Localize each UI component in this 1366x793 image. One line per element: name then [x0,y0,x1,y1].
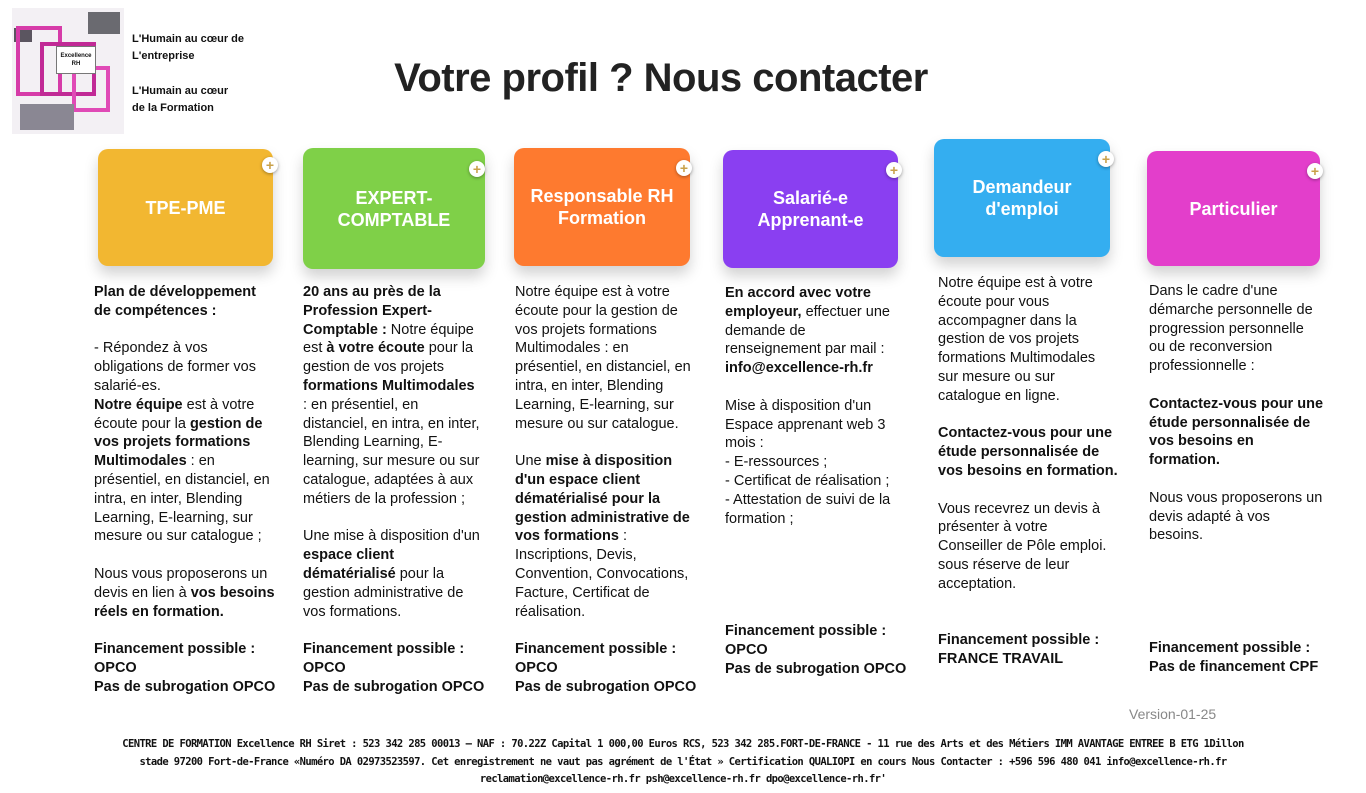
bold-text: Financement possible : [725,623,887,640]
page-title: Votre profil ? Nous contacter [394,56,928,100]
text: écoute pour la [94,415,190,432]
text: vos projets formations [515,321,657,338]
bold-text: OPCO [303,659,346,676]
text: Conseiller de Pôle emploi. [938,538,1107,555]
text-line [303,283,508,302]
text-line [94,546,294,565]
text-line [303,659,508,678]
text-line [303,621,508,640]
text-line [303,452,508,471]
bold-text: dématérialisé pour la [515,490,661,507]
text-line [938,612,1138,631]
card-label: TPE-PME [145,197,226,218]
text-line [515,396,720,415]
text: gestion de vos projets [938,331,1080,348]
text: acceptation. [938,575,1017,592]
text-line [303,527,508,546]
text-line [938,631,1138,650]
text: Notre équipe est à votre [938,275,1093,291]
text: progression personnelle [1149,320,1304,337]
tagline-line: L'Humain au cœur [132,85,229,97]
profile-card-demandeur-emploi[interactable] [934,139,1110,257]
text: Nous vous proposerons un [94,565,268,582]
text-line [515,546,720,565]
profile-card-particulier[interactable] [1147,151,1320,266]
text-line [515,584,720,603]
text: gestion de vos projets [303,359,445,376]
text-line [1149,583,1349,602]
plus-icon[interactable]: + [676,160,692,176]
text: mesure ou sur catalogue ; [94,528,262,545]
text: formation ; [725,510,794,527]
text: sous réserve de leur [938,556,1070,573]
bold-text: En accord avec votre [725,285,871,301]
text: Vous recevrez un devis à [938,500,1101,517]
bold-text: gestion administrative de [515,509,690,526]
text: est à votre [182,396,255,413]
text-line [515,321,720,340]
text-line [1149,564,1349,583]
text-line [938,650,1138,669]
bold-text: d'un espace client [515,471,641,488]
text: catalogue, adaptées à aux [303,471,474,488]
text-line [725,322,925,341]
text-line [303,584,508,603]
text: Espace apprenant web 3 [725,416,886,433]
bold-text: Pas de subrogation OPCO [515,678,697,695]
text: : en présentiel, en [303,396,419,413]
bold-text: OPCO [94,659,137,676]
bold-text: OPCO [515,659,558,676]
text-line [725,340,925,359]
text-line [515,358,720,377]
text-line [515,659,720,678]
text-line [303,603,508,622]
version-label: Version-01-25 [1129,706,1217,722]
text-line [938,312,1138,331]
text-line [938,462,1138,481]
text-line [938,368,1138,387]
text-line [1149,282,1349,301]
text-line [94,490,294,509]
text: Multimodales : en [515,340,629,357]
text: Mise à disposition d'un [725,397,872,414]
text-line [94,377,294,396]
text-line [1149,639,1349,658]
footer-line: CENTRE DE FORMATION Excellence RH Siret : 523 342 285 00013 – NAF : 70.22Z Capital 1 000,00 Euros RCS, 523 342 285.FORT-DE-FRANCE - 11 rue des Arts et des Métiers IMM AVANTAGE ENTREE B ETG 1Dillon [122,738,1244,750]
text: formations Multimodales [938,350,1096,367]
text: métiers de la profession ; [303,490,465,507]
text-line [938,481,1138,500]
bold-text: Financement possible : [938,632,1100,649]
bold-text: 20 ans au près de la [303,284,441,300]
card-label: Particulier [1189,198,1278,219]
bold-text: Financement possible : [515,641,677,658]
text-line [1149,301,1349,320]
plus-icon[interactable]: + [469,161,485,177]
text-line [303,433,508,452]
card-label: Responsable RH [530,186,674,206]
text-line [515,678,720,697]
bold-text: Profession Expert- [303,302,432,319]
text: - Répondez à vos [94,340,208,357]
text-line [1149,338,1349,357]
card-label: COMPTABLE [337,209,451,230]
bold-text: vos besoins en formation. [938,462,1118,479]
column-expert-comptable [303,283,508,697]
text: pour la [424,340,474,357]
text: effectuer une [801,303,890,320]
text-line [515,603,720,622]
profile-card-salarie-apprenant[interactable] [723,150,898,268]
text: sur mesure ou sur [938,368,1055,385]
bold-text: Comptable : [303,321,387,338]
text: devis adapté à vos [1149,508,1270,525]
text-line [515,527,720,546]
text-line [515,339,720,358]
text: présentiel, en distanciel, en [94,471,270,488]
bold-text: Pas de subrogation OPCO [725,660,907,677]
text-line [303,640,508,659]
text: présenter à votre [938,519,1048,536]
text-line [1149,376,1349,395]
text: écoute pour vous [938,293,1050,310]
bold-text: OPCO [725,642,768,659]
text-line [515,509,720,528]
text: Convention, Convocations, [515,565,689,582]
text-line [94,415,294,434]
text: intra, en inter, Blending [94,490,243,507]
text-line [725,566,925,585]
text-line [515,377,720,396]
text-line [1149,602,1349,621]
text: Blending Learning, E- [303,434,443,451]
text-line [515,490,720,509]
text-line [515,283,720,302]
logo-brand-text: Excellence RH [56,46,96,74]
text-line [1149,414,1349,433]
text-line [725,378,925,397]
text-line [938,500,1138,519]
text-line [303,490,508,509]
plus-icon[interactable]: + [1307,163,1323,179]
text-line [94,433,294,452]
text: Notre équipe est à votre [515,284,670,300]
text-line [725,303,925,322]
text: Une mise à disposition d'un [303,528,480,545]
bold-text: étude personnalisée de [938,444,1100,461]
text-line [94,659,294,678]
text-line [94,302,294,321]
text-line [515,565,720,584]
text-line [938,518,1138,537]
text-line [515,433,720,452]
text-line [303,546,508,565]
bold-text: Pas de subrogation OPCO [94,678,276,695]
text: Dans le cadre d'une [1149,283,1278,299]
tagline-line: L'Humain au cœur de [132,33,245,45]
text-line [938,274,1138,293]
text-line [515,302,720,321]
bold-text: vos projets formations [94,434,251,451]
text-line [725,660,925,679]
text: Learning, E-learning, sur [94,509,253,526]
bold-text: Contactez-vous pour une [1149,395,1324,412]
bold-text: Financement possible : [303,641,465,658]
text-line [94,509,294,528]
text-line [938,424,1138,443]
text-line [1149,508,1349,527]
bold-text: Pas de financement CPF [1149,658,1319,675]
text-line [1149,451,1349,470]
text-line [94,603,294,622]
text: devis en lien à [94,584,191,601]
text: salarié-es. [94,377,161,394]
text: professionnelle : [1149,358,1255,375]
text: accompagner dans la [938,312,1077,329]
profile-card-expert-comptable[interactable] [303,148,485,269]
text-line [515,640,720,659]
text: - Certificat de réalisation ; [725,472,890,489]
text-line [303,471,508,490]
plus-icon[interactable]: + [886,162,902,178]
text-line [1149,432,1349,451]
card-label: Demandeur [972,177,1072,197]
plus-icon[interactable]: + [1098,151,1114,167]
text: besoins. [1149,527,1204,544]
text: ou de reconversion [1149,339,1273,356]
text-line [303,396,508,415]
text-line [938,349,1138,368]
text: : [618,528,627,545]
text-line [94,321,294,340]
text-line [1149,320,1349,339]
text: demande de [725,322,806,339]
bold-text: employeur, [725,303,802,320]
footer-line: stade 97200 Fort-de-France «Numéro DA 02973523597. Cet enregistrement ne vaut pas agrément de l'État » Certification QUALIOPI en cours Nous Contacter : +596 596 480 041 info@excellence-rh.fr [139,755,1227,768]
text-line [725,641,925,660]
card-label: Apprenant-e [757,210,864,230]
text-line [94,584,294,603]
text-line [303,678,508,697]
text: - E-ressources ; [725,454,828,471]
text-line [725,359,925,378]
bold-text: étude personnalisée de [1149,414,1311,431]
text-line [938,556,1138,575]
text-line [515,415,720,434]
text-line [1149,658,1349,677]
text-line [1149,545,1349,564]
text: Une [515,453,546,470]
text-line [938,293,1138,312]
text: mois : [725,435,764,452]
bold-text: de compétences : [94,302,217,319]
bold-text: dématérialisé [303,565,396,582]
card-label: EXPERT- [355,187,433,208]
bold-text: Financement possible : [1149,640,1311,657]
text: démarche personnelle de [1149,301,1313,318]
logo-photo-top [88,12,120,34]
text-line [725,284,925,303]
text: Facture, Certificat de [515,584,650,601]
text-line [303,377,508,396]
text-line [94,621,294,640]
text-line [94,339,294,358]
bold-text: mise à disposition [545,453,673,470]
bold-text: Plan de développement [94,284,256,300]
bold-text: Contactez-vous pour une [938,425,1113,442]
text: est [303,340,327,357]
column-tpe-pme [94,283,294,697]
bold-text: espace client [303,547,395,564]
bold-text: vos formations [515,528,619,545]
bold-text: Multimodales [94,453,187,470]
text-line [515,621,720,640]
text-line [303,415,508,434]
text: distanciel, en intra, en inter, [303,415,480,432]
text-line [303,565,508,584]
text-line [938,537,1138,556]
footer-line: reclamation@excellence-rh.fr psh@excellence-rh.fr dpo@excellence-rh.fr' [479,773,887,785]
text-line [303,339,508,358]
text: gestion administrative de [303,584,464,601]
text-line [94,471,294,490]
text: réalisation. [515,603,586,620]
bold-text: vos besoins en [1149,433,1254,450]
text-line [725,434,925,453]
text-line [94,283,294,302]
card-label: d'emploi [985,199,1059,219]
text-line [725,472,925,491]
text-line [725,453,925,472]
text: Notre équipe [386,321,474,338]
text-line [938,387,1138,406]
bold-text: Pas de subrogation OPCO [303,678,485,695]
text: écoute pour la gestion de [515,302,678,319]
logo-photo-bottom [20,104,74,130]
bold-text: Notre équipe [94,396,183,413]
profile-card-tpe-pme[interactable] [98,149,273,266]
text-line [725,416,925,435]
text-line [725,491,925,510]
text-line [94,527,294,546]
text-line [1149,470,1349,489]
bold-text: gestion de [189,415,263,432]
text: - Attestation de suivi de la [725,491,891,508]
card-label: Formation [557,208,646,228]
text: présentiel, en distanciel, en [515,359,691,376]
text-line [725,604,925,623]
text: obligations de former vos [94,359,256,376]
text-line [938,330,1138,349]
column-particulier [1149,282,1349,677]
text-line [303,358,508,377]
text: Learning, E-learning, sur [515,396,674,413]
text: learning, sur mesure ou sur [303,453,480,470]
text: Inscriptions, Devis, [515,547,637,564]
text-line [1149,526,1349,545]
text-line [94,678,294,697]
text: mesure ou sur catalogue. [515,415,679,432]
text-line [725,397,925,416]
text: renseignement par mail : [725,341,885,358]
bold-text: Financement possible : [94,641,256,658]
text-line [725,622,925,641]
tagline-line: de la Formation [132,102,214,114]
text-line [94,358,294,377]
column-salarie-apprenant [725,284,925,679]
bold-text: info@excellence-rh.fr [725,360,873,377]
text-line [94,565,294,584]
text-line [725,528,925,547]
text-line [1149,489,1349,508]
text-line [725,510,925,529]
plus-icon[interactable]: + [262,157,278,173]
text-line [938,443,1138,462]
text: pour la [395,565,445,582]
text-line [515,452,720,471]
text-line [938,406,1138,425]
text: catalogue en ligne. [938,387,1060,404]
text-line [94,640,294,659]
bold-text: vos besoins [190,584,275,601]
text-line [1149,395,1349,414]
text-line [515,471,720,490]
text: : en [186,453,215,470]
text: intra, en inter, Blending [515,377,664,394]
text-line [303,321,508,340]
text: Nous vous proposerons un [1149,489,1323,506]
text-line [938,575,1138,594]
footer-legal [0,736,1366,789]
text-line [725,585,925,604]
card-label: Salarié-e [772,188,849,208]
column-demandeur-emploi [938,274,1138,669]
text-line [1149,620,1349,639]
text: vos formations. [303,603,402,620]
text-line [725,547,925,566]
bold-text: formations Multimodales [303,377,475,394]
text-line [303,302,508,321]
text-line [303,509,508,528]
text-line [94,452,294,471]
bold-text: à votre écoute [326,340,425,357]
bold-text: formation. [1149,452,1220,469]
text-line [938,594,1138,613]
tagline-line: L'entreprise [132,50,195,62]
text-line [1149,357,1349,376]
profile-card-responsable-rh[interactable] [514,148,690,266]
bold-text: réels en formation. [94,603,224,620]
column-responsable-rh [515,283,720,697]
bold-text: FRANCE TRAVAIL [938,650,1064,667]
text-line [94,396,294,415]
